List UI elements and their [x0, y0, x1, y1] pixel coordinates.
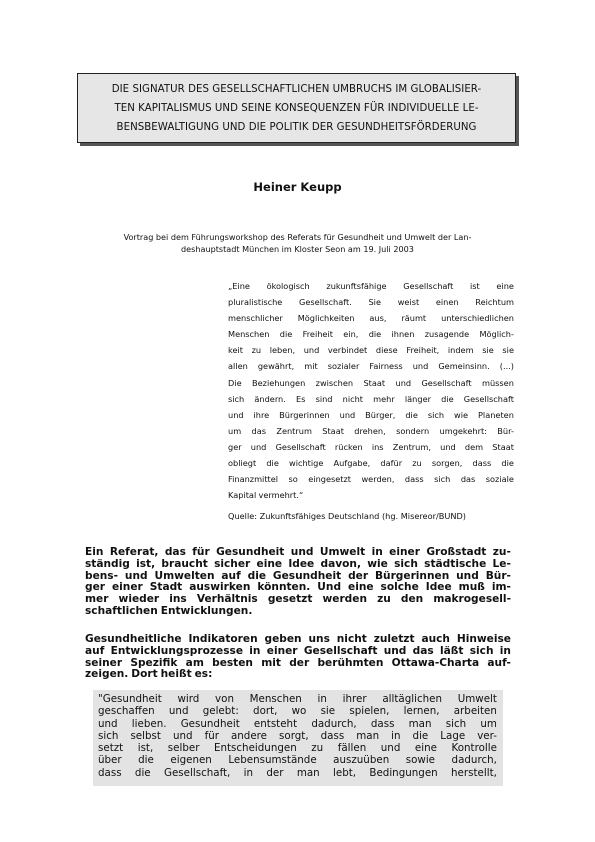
epigraph-line: um das Zentrum Staat drehen, sondern umgekehrt: Bür- [228, 425, 514, 436]
paragraph-line: seiner Spezifik am besten mit der berühmten Ottawa-Charta auf- [85, 656, 511, 669]
quote-line: dass die Gesellschaft, in der man lebt, Bedingungen herstellt, [98, 766, 497, 779]
epigraph-line: Menschen die Freiheit ein, die ihnen zusagende Möglich- [228, 329, 514, 340]
title-line: BENSBEWALTIGUNG UND DIE POLITIK DER GESUNDHEITSFÖRDERUNG [116, 121, 477, 133]
paragraph-line: zeigen. Dort heißt es: [85, 668, 213, 681]
epigraph-source: Quelle: Zukunftsfähiges Deutschland (hg. Misereor/BUND) [228, 511, 466, 521]
epigraph-line: Die Beziehungen zwischen Staat und Gesellschaft müssen [228, 377, 514, 388]
quote-line: und lieben. Gesundheit entsteht dadurch, dass man sich um [98, 717, 497, 730]
lecture-note [60, 231, 535, 255]
paragraph-1 [85, 547, 511, 618]
epigraph-line: obliegt die wichtige Aufgabe, dafür zu sorgen, dass die [228, 458, 514, 469]
paragraph-line: auf Entwicklungsprozesse in einer Gesellschaft und das läßt sich in [85, 644, 511, 657]
epigraph-line: keit zu leben, und verbindet diese Freiheit, indem sie sie [228, 345, 514, 356]
epigraph-line: ger und Gesellschaft rücken ins Zentrum, und dem Staat [228, 441, 514, 452]
epigraph-line: Kapital vermehrt.“ [228, 490, 304, 501]
quote-line: geschaffen und gelebt: dort, wo sie spielen, lernen, arbeiten [98, 705, 497, 718]
lecture-line: Vortrag bei dem Führungsworkshop des Referats für Gesundheit und Umwelt der Lan- [123, 232, 472, 242]
paragraph-line: mer wieder ins Verhältnis gesetzt werden zu den makrogesell- [85, 593, 511, 606]
epigraph-line: „Eine ökologisch zukunftsfähige Gesellschaft ist eine [228, 281, 514, 291]
author-name: Heiner Keupp [253, 180, 342, 194]
lecture-line: deshauptstadt München im Kloster Seon am 19. Juli 2003 [181, 244, 414, 254]
title-line: TEN KAPITALISMUS UND SEINE KONSEQUENZEN FÜR INDIVIDUELLE LE- [114, 102, 479, 114]
paragraph-line: Ein Referat, das für Gesundheit und Umwelt in einer Großstadt zu- [85, 546, 511, 558]
paragraph-line: schaftlichen Entwicklungen. [85, 604, 253, 617]
epigraph [228, 278, 514, 503]
quote-line: setzt ist, selber Entscheidungen zu fällen und eine Kontrolle [98, 742, 497, 755]
epigraph-line: sich ändern. Es sind nicht mehr länger die Gesellschaft [228, 393, 514, 404]
title-line: DIE SIGNATUR DES GESELLSCHAFTLICHEN UMBRUCHS IM GLOBALISIER- [111, 83, 482, 95]
paragraph-line: Gesundheitliche Indikatoren geben uns nicht zuletzt auch Hinweise [85, 633, 511, 645]
epigraph-line: und ihre Bürgerinnen und Bürger, die sich wie Planeten [228, 409, 514, 420]
epigraph-line: allen gewährt, mit sozialer Fairness und Gemeinsinn. (...) [228, 361, 514, 372]
epigraph-line: menschlicher Möglichkeiten aus, räumt unterschiedlichen [228, 313, 514, 324]
quote-line: sich selbst und für andere sorgt, dass man in die Lage ver- [98, 729, 497, 742]
quote-line: über die eigenen Lebensumstände auszuüben sowie dadurch, [98, 754, 497, 767]
paragraph-2 [85, 634, 511, 681]
epigraph-line: Finanzmittel so eingesetzt werden, dass sich das soziale [228, 474, 514, 485]
paragraph-line: ständig ist, braucht sicher eine Idee davon, wie sich städtische Le- [85, 557, 511, 570]
quote-line: "Gesundheit wird von Menschen in ihrer alltäglichen Umwelt [98, 693, 497, 705]
ottawa-charter-quote [93, 690, 503, 786]
paragraph-line: bens- und Umwelten auf die Gesundheit der Bürgerinnen und Bür- [85, 569, 511, 582]
paragraph-line: ger einer Stadt auswirken könnten. Und eine solche Idee muß im- [85, 581, 511, 594]
epigraph-line: pluralistische Gesellschaft. Sie weist einen Reichtum [228, 297, 514, 308]
title-box [77, 73, 516, 143]
